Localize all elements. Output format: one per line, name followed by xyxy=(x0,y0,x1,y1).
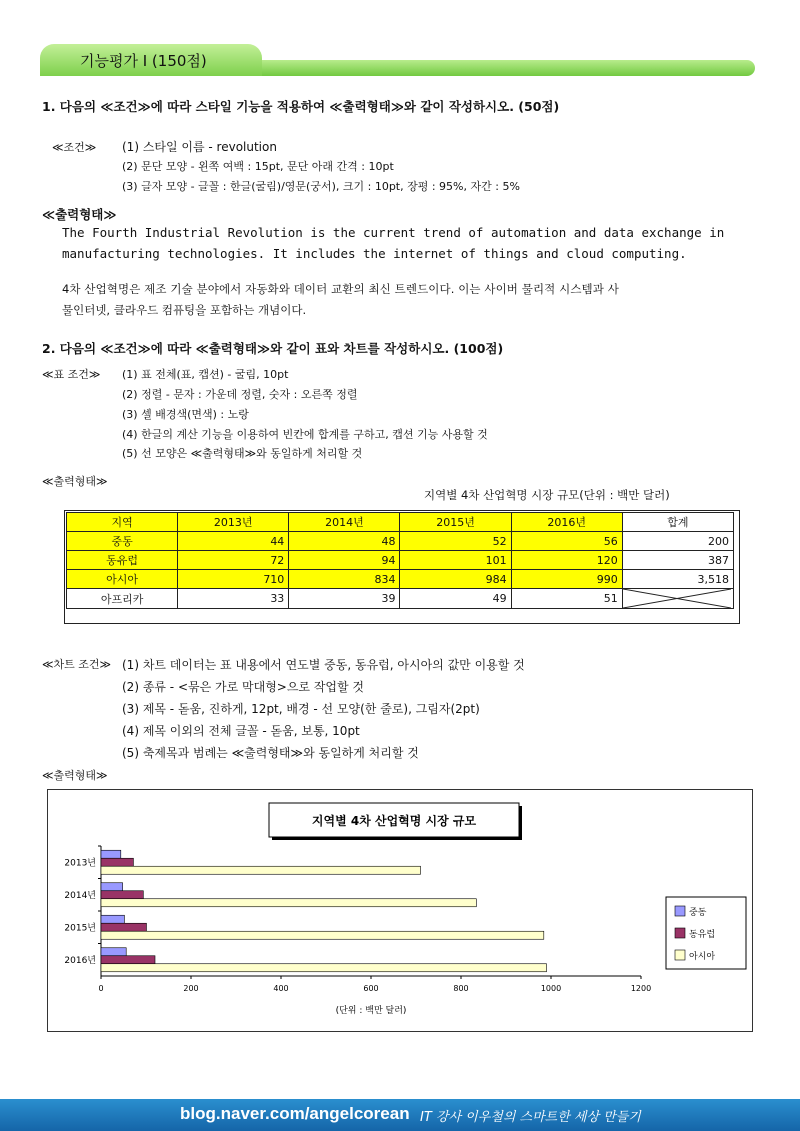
y-tick-label: 2014년 xyxy=(64,890,96,901)
empty-total-cell xyxy=(622,589,733,609)
table-cell: 120 xyxy=(511,551,622,570)
header-cell: 합계 xyxy=(622,513,733,532)
bar-동유럽-2016년 xyxy=(101,956,155,964)
q2-chart-output-label: ≪출력형태≫ xyxy=(42,769,108,782)
table-cell: 984 xyxy=(400,570,511,589)
chart-frame xyxy=(47,789,753,1032)
table-cell: 3,518 xyxy=(622,570,733,589)
table-cell: 중동 xyxy=(67,532,178,551)
q2-title: 2. 다음의 ≪조건≫에 따라 ≪출력형태≫와 같이 표와 차트를 작성하시오. (100점) xyxy=(42,341,504,356)
q2-table-cond-4: (4) 한글의 계산 기능을 이용하여 빈칸에 합계를 구하고, 캡션 기능 사용할 것 xyxy=(122,428,488,441)
bar-중동-2015년 xyxy=(101,915,124,923)
table-cell: 710 xyxy=(178,570,289,589)
legend-label-중동: 중동 xyxy=(689,908,707,918)
q1-korean-line-2: 물인터넷, 클라우드 컴퓨팅을 포함하는 개념이다. xyxy=(62,303,307,317)
x-tick-label: 1000 xyxy=(540,984,562,993)
table-cell: 동유럽 xyxy=(67,551,178,570)
table-cell: 아프리카 xyxy=(67,589,178,609)
bar-동유럽-2015년 xyxy=(101,923,146,931)
q2-chart-cond-5: (5) 축제목과 범례는 ≪출력형태≫와 동일하게 처리할 것 xyxy=(122,746,419,760)
bar-아시아-2016년 xyxy=(101,964,547,972)
bar-아시아-2013년 xyxy=(101,866,421,874)
header-cell: 2013년 xyxy=(178,513,289,532)
q2-chart-cond-4: (4) 제목 이외의 전체 글꼴 - 돋움, 보통, 10pt xyxy=(122,724,360,738)
table-row xyxy=(67,570,734,589)
table-cell: 아시아 xyxy=(67,570,178,589)
table-cell: 990 xyxy=(511,570,622,589)
q2-output-label: ≪출력형태≫ xyxy=(42,475,108,488)
table-cell: 56 xyxy=(511,532,622,551)
table-cell: 387 xyxy=(622,551,733,570)
legend-swatch-중동 xyxy=(675,906,685,916)
cross-out-mark xyxy=(623,589,731,608)
q2-table-cond-label: ≪표 조건≫ xyxy=(42,368,101,381)
page-title: 기능평가 Ⅰ (150점) xyxy=(80,52,207,70)
q2-table-cond-2: (2) 정렬 - 문자 : 가운데 정렬, 숫자 : 오른쪽 정렬 xyxy=(122,388,358,401)
legend-swatch-동유럽 xyxy=(675,928,685,938)
table-cell: 52 xyxy=(400,532,511,551)
table-caption: 지역별 4차 산업혁명 시장 규모(단위 : 백만 달러) xyxy=(424,488,670,502)
header-cell: 2015년 xyxy=(400,513,511,532)
table-cell: 48 xyxy=(289,532,400,551)
y-tick-label: 2016년 xyxy=(64,955,96,966)
table-cell: 33 xyxy=(178,589,289,609)
q2-table-cond-3: (3) 셀 배경색(면색) : 노랑 xyxy=(122,408,249,421)
x-tick-label: 1200 xyxy=(630,984,652,993)
q1-cond-3: (3) 글자 모양 - 글꼴 : 한글(굴림)/영문(궁서), 크기 : 10pt, 장평 : 95%, 자간 : 5% xyxy=(122,180,520,193)
table-cell: 39 xyxy=(289,589,400,609)
bar-동유럽-2014년 xyxy=(101,891,143,899)
q1-cond-label: ≪조건≫ xyxy=(52,141,97,154)
footer-url: blog.naver.com/angelcorean xyxy=(180,1104,410,1123)
q2-chart-cond-3: (3) 제목 - 돋움, 진하게, 12pt, 배경 - 선 모양(한 줄로), 그림자(2pt) xyxy=(122,702,480,716)
q1-cond-2: (2) 문단 모양 - 왼쪽 여백 : 15pt, 문단 아래 간격 : 10pt xyxy=(122,160,394,173)
footer-tagline: IT 강사 이우철의 스마트한 세상 만들기 xyxy=(420,1110,641,1125)
x-tick-label: 800 xyxy=(453,984,469,993)
q1-korean-line-1: 4차 산업혁명은 제조 기술 분야에서 자동화와 데이터 교환의 최신 트렌드이다. 이는 사이버 물리적 시스템과 사 xyxy=(62,282,619,296)
table-row xyxy=(67,532,734,551)
bar-중동-2016년 xyxy=(101,948,126,956)
table-row xyxy=(67,551,734,570)
q2-chart-cond-2: (2) 종류 - <묶은 가로 막대형>으로 작업할 것 xyxy=(122,680,365,694)
table-cell: 72 xyxy=(178,551,289,570)
q2-chart-cond-1: (1) 차트 데이터는 표 내용에서 연도별 중동, 동유럽, 아시아의 값만 이용할 것 xyxy=(122,658,525,672)
table-cell: 200 xyxy=(622,532,733,551)
bar-아시아-2015년 xyxy=(101,931,544,939)
bar-중동-2014년 xyxy=(101,883,123,891)
header-cell: 2014년 xyxy=(289,513,400,532)
x-tick-label: 200 xyxy=(183,984,199,993)
q1-english-line-1: The Fourth Industrial Revolution is the current trend of automation and data exchange in xyxy=(62,225,725,240)
bar-아시아-2014년 xyxy=(101,899,476,907)
table-cell: 94 xyxy=(289,551,400,570)
y-tick-label: 2015년 xyxy=(64,923,96,934)
bar-chart xyxy=(48,790,752,1031)
header-cell: 지역 xyxy=(67,513,178,532)
chart-title: 지역별 4차 산업혁명 시장 규모 xyxy=(311,814,477,828)
q1-output-label: ≪출력형태≫ xyxy=(42,207,117,222)
table-cell: 101 xyxy=(400,551,511,570)
bar-중동-2013년 xyxy=(101,850,121,858)
header-cell: 2016년 xyxy=(511,513,622,532)
x-axis-title: (단위 : 백만 달러) xyxy=(335,1006,407,1016)
x-tick-label: 400 xyxy=(273,984,289,993)
q1-english-line-2: manufacturing technologies. It includes the internet of things and cloud computing. xyxy=(62,246,687,261)
y-tick-label: 2013년 xyxy=(64,858,96,869)
table-cell: 51 xyxy=(511,589,622,609)
legend-swatch-아시아 xyxy=(675,950,685,960)
q1-cond-1: (1) 스타일 이름 - revolution xyxy=(122,140,277,154)
table-cell: 44 xyxy=(178,532,289,551)
table-row xyxy=(67,589,734,609)
data-table xyxy=(66,512,734,609)
table-cell: 834 xyxy=(289,570,400,589)
legend-label-아시아: 아시아 xyxy=(689,952,716,962)
table-header-row xyxy=(67,513,734,532)
q2-chart-cond-label: ≪차트 조건≫ xyxy=(42,658,112,671)
x-tick-label: 600 xyxy=(363,984,379,993)
table-cell: 49 xyxy=(400,589,511,609)
x-tick-label: 0 xyxy=(98,984,104,993)
q2-table-cond-1: (1) 표 전체(표, 캡션) - 굴림, 10pt xyxy=(122,368,289,381)
q2-table-cond-5: (5) 선 모양은 ≪출력형태≫와 동일하게 처리할 것 xyxy=(122,447,363,460)
bar-동유럽-2013년 xyxy=(101,858,133,866)
q1-title: 1. 다음의 ≪조건≫에 따라 스타일 기능을 적용하여 ≪출력형태≫와 같이 작성하시오. (50점) xyxy=(42,99,560,114)
legend-label-동유럽: 동유럽 xyxy=(689,930,716,940)
